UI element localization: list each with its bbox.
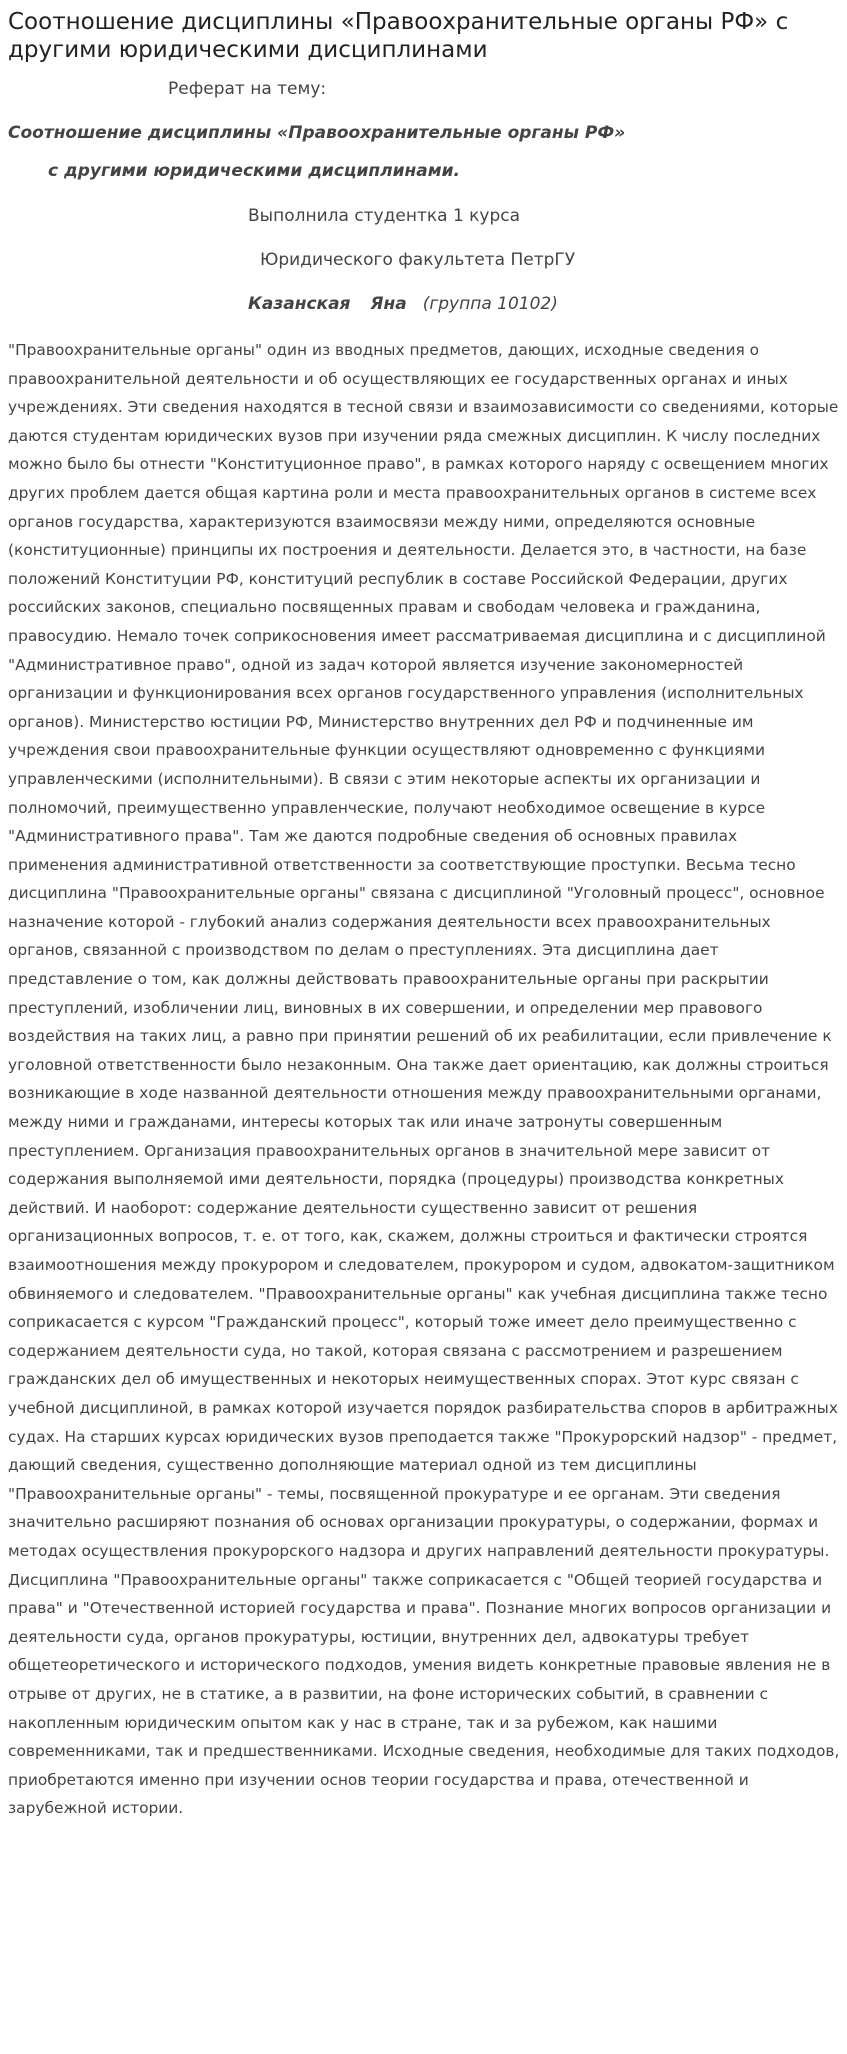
essay-topic-line-2: с другими юридическими дисциплинами. (48, 161, 461, 181)
essay-body-text: "Правоохранительные органы" один из вводных предметов, дающих, исходные сведения о правоохранительной деятельности и об осуществляющих ее государственных органах и иных учреждениях. Эти сведения находятся в тесной связи и взаимозависимости со сведениями, которые даются студентам юридических вузов при изучении ряда смежных дисциплин. К числу последних можно было бы отнести "Конституционное право", в рамках которого наряду с освещением многих других проблем дается общая картина роли и места правоохранительных органов в системе всех органов государства, характеризуются взаимосвязи между ними, определяются основные (конституционные) принципы их построения и деятельности. Делается это, в частности, на базе положений Конституции РФ, конституций республик в составе Российской Федерации, других российских законов, специально посвященных правам и свободам человека и гражданина, правосудию. Немало точек соприкосновения имеет рассматриваемая дисциплина и с дисциплиной "Административное право", одной из задач которой является изучение закономерностей организации и функционирования всех органов государственного управления (исполнительных органов). Министерство юстиции РФ, Министерство внутренних дел РФ и подчиненные им учреждения свои правоохранительные функции осуществляют одновременно с функциями управленческими (исполнительными). В связи с этим некоторые аспекты их организации и полномочий, преимущественно управленческие, получают необходимое освещение в курсе "Административного права". Там же даются подробные сведения об основных правилах применения административной ответственности за соответствующие проступки. Весьма тесно дисциплина "Правоохранительные органы" связана с дисциплиной "Уголовный процесс", основное назначение которой - глубокий анализ содержания деятельности всех правоохранительных органов, связанной с производством по делам о преступлениях. Эта дисциплина дает представление о том, как должны действовать правоохранительные органы при раскрытии преступлений, изобличении лиц, виновных в их совершении, и определении мер правового воздействия на таких лиц, а равно при принятии решений об их реабилитации, если привлечение к уголовной ответственности было незаконным. Она также дает ориентацию, как должны строиться возникающие в ходе названной деятельности отношения между правоохранительными органами, между ними и гражданами, интересы которых так или иначе затронуты совершенным преступлением. Организация правоохранительных органов в значительной мере зависит от содержания выполняемой ими деятельности, порядка (процедуры) производства конкретных действий. И наоборот: содержание деятельности существенно зависит от решения организационных вопросов, т. е. от того, как, скажем, должны строиться и фактически строятся взаимоотношения между прокурором и следователем, прокурором и судом, адвокатом-защитником обвиняемого и следователем. "Правоохранительные органы" как учебная дисциплина также тесно соприкасается с курсом "Гражданский процесс", который тоже имеет дело преимущественно с содержанием деятельности суда, но такой, которая связана с рассмотрением и разрешением гражданских дел об имущественных и некоторых неимущественных спорах. Этот курс связан с учебной дисциплиной, в рамках которой изучается порядок разбирательства споров в арбитражных судах. На старших курсах юридических вузов преподается также "Прокурорский надзор" - предмет, дающий сведения, существенно дополняющие материал одной из тем дисциплины "Правоохранительные органы" - темы, посвященной прокуратуре и ее органам. Эти сведения значительно расширяют познания об основах организации прокуратуры, о содержании, формах и методах осуществления прокурорского надзора и других направлений деятельности прокуратуры. Дисциплина "Правоохранительные органы" также соприкасается с "Общей теорией государства и права" и "Отечественной историей государства и права". Познание многих вопросов организации и деятельности суда, органов прокуратуры, юстиции, внутренних дел, адвокатуры требует общетеоретического и исторического подходов, умения видеть конкретные правовые явления не в отрыве от других, не в статике, а в развитии, на фоне исторических событий, в сравнении с накопленным юридическим опытом как у нас в стране, так и за рубежом, как нашими современниками, так и предшественниками. Исходные сведения, необходимые для таких подходов, приобретаются именно при изучении основ теории государства и права, отечественной и зарубежной истории. (8, 341, 840, 1818)
author-group: (группа 10102) (422, 294, 558, 314)
author-faculty-line: Юридического факультета ПетрГУ (260, 250, 576, 270)
page-title: Соотношение дисциплины «Правоохранительные органы РФ» с другими юридическими дисциплинами (8, 9, 789, 63)
author-course-line: Выполнила студентка 1 курса (248, 206, 521, 226)
author-signature-line (248, 293, 558, 315)
essay-subtitle-label: Реферат на тему: (168, 79, 327, 99)
essay-topic-line-1: Соотношение дисциплины «Правоохранительные органы РФ» (8, 123, 626, 143)
author-name: Казанская Яна (248, 294, 407, 314)
